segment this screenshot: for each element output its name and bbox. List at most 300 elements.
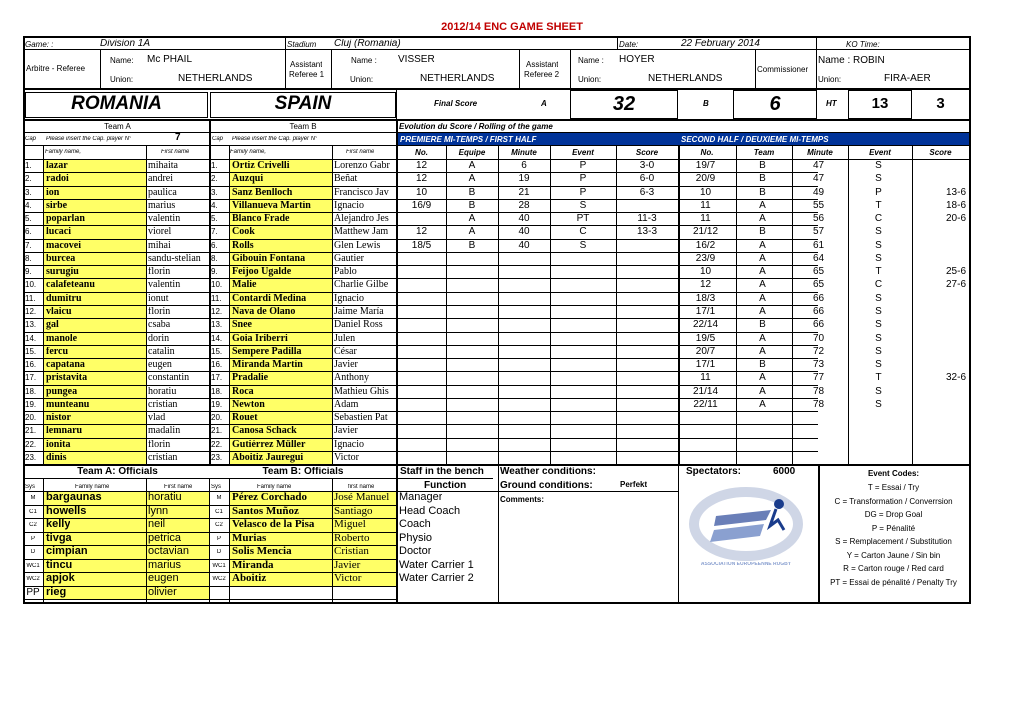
second-half-cell: 20/7 xyxy=(695,346,716,357)
team-b-officials-title: Team B: Officials xyxy=(262,467,344,477)
second-half-cell: 22/11 xyxy=(693,399,718,410)
first-half-cell: P xyxy=(579,161,587,171)
player-first-name-a: constantin xyxy=(148,373,190,384)
official-first-name-b: Miguel xyxy=(334,519,366,530)
second-half-cell: 20-6 xyxy=(945,214,966,225)
player-first-name-b: Sebastien Pat xyxy=(334,413,388,424)
rule xyxy=(23,478,493,479)
second-half-cell: 19/5 xyxy=(695,333,716,344)
event-code-item: S = Remplacement / Substitution xyxy=(835,538,952,546)
second-half-cell: S xyxy=(875,306,882,317)
player-number-a: 17. xyxy=(25,374,37,383)
player-number-b: 7. xyxy=(211,228,218,237)
second-half-cell: 17/1 xyxy=(695,306,716,317)
first-half-cell: 40 xyxy=(518,240,530,251)
player-number-b: 2. xyxy=(211,175,218,184)
first-half-cell: 6-3 xyxy=(639,187,655,198)
official-family-name-b: Murias xyxy=(232,532,267,544)
official-first-name-a: horatiu xyxy=(148,492,182,503)
player-family-name-a: dumitru xyxy=(46,293,82,304)
official-family-name-a: tincu xyxy=(46,559,73,571)
player-first-name-b: Mathieu Ghis xyxy=(334,386,389,397)
player-family-name-a: ionita xyxy=(46,439,71,450)
player-number-b: 20. xyxy=(211,414,223,423)
player-first-name-a: marius xyxy=(148,200,176,211)
player-family-name-a: surugiu xyxy=(46,267,79,278)
player-first-name-b: Alejandro Jes xyxy=(334,214,389,225)
second-half-col-header: No. xyxy=(700,149,714,157)
official-role-a: D xyxy=(30,549,36,555)
second-half-cell: 78 xyxy=(812,386,825,397)
first-name-header-b: First name xyxy=(346,149,375,155)
second-half-cell: A xyxy=(759,253,766,264)
second-half-cell: S xyxy=(875,346,882,357)
commissioner-union-label: Union: xyxy=(818,76,842,84)
rule xyxy=(229,145,230,465)
officials-family-header-b: Family name xyxy=(257,484,292,490)
player-family-name-b: Aboitiz Jauregui xyxy=(232,452,304,463)
player-number-b: 11. xyxy=(211,294,222,303)
official-family-name-a: bargaunas xyxy=(46,492,102,503)
player-family-name-b: Cook xyxy=(232,227,255,238)
cap-prompt-b: Please insert the Cap. player N° xyxy=(232,136,318,142)
second-half-cell: 18-6 xyxy=(945,200,966,211)
player-first-name-a: ionut xyxy=(148,293,169,304)
player-family-name-b: Newton xyxy=(232,399,265,410)
second-half-cell: B xyxy=(759,360,766,371)
player-number-b: 6. xyxy=(211,241,218,250)
second-half-col-header: Event xyxy=(869,149,891,157)
first-half-cell: 11-3 xyxy=(637,214,657,225)
ar1-name: VISSER xyxy=(398,55,435,65)
rule xyxy=(209,119,211,465)
official-first-name-a: marius xyxy=(148,559,182,571)
player-family-name-a: poparlan xyxy=(46,214,85,225)
official-family-name-b: Velasco de la Pisa xyxy=(232,519,315,530)
second-half-cell: 65 xyxy=(812,267,825,278)
player-first-name-a: vlad xyxy=(148,413,166,424)
official-family-name-a: cimpian xyxy=(46,546,88,557)
ar2-label-2: Referee 2 xyxy=(524,71,560,79)
second-half-cell: 56 xyxy=(812,214,825,225)
final-score-label: Final Score xyxy=(434,100,478,108)
second-half-cell: S xyxy=(875,253,882,264)
ar1-label-2: Referee 1 xyxy=(289,71,325,79)
first-half-cell: P xyxy=(579,174,587,185)
player-family-name-a: capatana xyxy=(46,360,85,371)
player-number-a: 8. xyxy=(25,254,32,263)
player-first-name-a: sandu-stelian xyxy=(148,253,201,264)
second-half-cell: 21/12 xyxy=(692,227,719,238)
second-half-cell: 64 xyxy=(812,253,825,264)
referee-union-label: Union: xyxy=(110,76,134,84)
first-half-col-header: Score xyxy=(635,149,659,157)
ht-score-b: 3 xyxy=(936,96,945,111)
player-first-name-a: florin xyxy=(148,267,171,278)
official-function: Manager xyxy=(399,492,443,503)
ar1-union: NETHERLANDS xyxy=(420,74,495,84)
event-code-item: P = Pénalité xyxy=(871,524,916,533)
official-function: Head Coach xyxy=(399,505,461,517)
second-half-cell: 13-6 xyxy=(945,187,966,198)
second-half-cell: 23/9 xyxy=(695,253,716,264)
event-code-item: C = Transformation / Converrsion xyxy=(834,497,953,506)
spectators-count: 6000 xyxy=(773,467,796,477)
player-family-name-a: nistor xyxy=(46,413,71,424)
player-family-name-b: Miranda Martín xyxy=(232,360,303,371)
stadium: Cluj (Romania) xyxy=(334,39,401,49)
referee-name-label: Name: xyxy=(110,57,134,65)
second-half-cell: S xyxy=(875,174,882,185)
second-half-cell: 66 xyxy=(812,293,825,304)
player-first-name-a: valentin xyxy=(148,280,181,291)
player-family-name-a: vlaicu xyxy=(46,306,72,317)
player-family-name-b: Rolls xyxy=(232,240,254,251)
commissioner-label: Commissioner xyxy=(757,66,809,74)
rule xyxy=(146,145,147,465)
player-first-name-b: Charlie Gilbe xyxy=(334,280,389,291)
second-half-cell: S xyxy=(875,293,882,304)
family-name-header-b: Family name, xyxy=(230,149,267,155)
player-number-a: 18. xyxy=(25,387,37,396)
second-half-cell: 11 xyxy=(700,214,711,225)
rule xyxy=(498,491,678,492)
player-number-b: 1. xyxy=(211,162,218,170)
player-number-b: 5. xyxy=(211,215,218,224)
player-family-name-a: radoi xyxy=(46,174,69,185)
fira-aer-logo xyxy=(686,486,806,568)
second-half-cell: T xyxy=(875,373,882,384)
second-half-cell: 70 xyxy=(812,333,825,344)
sheet-title: 2012/14 ENC GAME SHEET xyxy=(441,22,583,33)
first-half-cell: S xyxy=(579,240,587,251)
player-family-name-b: Villanueva Martín xyxy=(232,200,311,211)
second-half-cell: 20/9 xyxy=(695,174,716,185)
event-code-item: Y = Carton Jaune / Sin bin xyxy=(846,551,941,560)
second-half-cell: 18/3 xyxy=(695,293,716,304)
player-family-name-b: Contardi Medina xyxy=(232,293,307,304)
second-half-cell: A xyxy=(759,399,766,410)
event-code-item: T = Essai / Try xyxy=(867,484,920,492)
second-half-cell: A xyxy=(759,293,766,304)
player-family-name-b: Goia Iriberri xyxy=(232,333,288,344)
stadium-label: Stadium xyxy=(287,41,317,49)
second-half-cell: 55 xyxy=(812,200,825,211)
player-first-name-b: Ignacio xyxy=(334,293,364,304)
player-number-b: 10. xyxy=(211,281,223,290)
player-number-b: 13. xyxy=(211,321,223,330)
player-number-b: 15. xyxy=(211,347,223,356)
referee-label: Arbitre - Referee xyxy=(26,65,86,73)
second-half-cell: 66 xyxy=(812,306,825,317)
date: 22 February 2014 xyxy=(681,39,760,49)
evolution-title: Evolution du Score / Rolling of the game xyxy=(399,123,553,131)
rule xyxy=(23,599,398,600)
second-half-cell: S xyxy=(875,161,882,171)
player-number-a: 21. xyxy=(25,427,37,436)
player-family-name-b: Malie xyxy=(232,280,257,291)
second-half-cell: 11 xyxy=(700,200,711,211)
team-a-officials-title: Team A: Officials xyxy=(77,467,158,477)
player-first-name-a: dorin xyxy=(148,333,170,344)
second-half-cell: S xyxy=(875,240,882,251)
player-number-a: 14. xyxy=(25,334,37,343)
score-b: 6 xyxy=(769,94,781,114)
second-half-cell: S xyxy=(875,399,882,410)
player-family-name-b: Snee xyxy=(232,320,252,331)
player-family-name-b: Feijoo Ugalde xyxy=(232,267,292,278)
player-family-name-a: ion xyxy=(46,187,60,198)
player-number-a: 7. xyxy=(25,241,32,250)
player-number-b: 16. xyxy=(211,361,223,370)
player-first-name-b: Gautier xyxy=(334,253,364,264)
official-role-a: C2 xyxy=(29,522,37,528)
second-half-cell: 27-6 xyxy=(945,280,966,291)
first-half-cell: 13-3 xyxy=(636,227,657,238)
second-half-cell: 10 xyxy=(699,187,712,198)
score-a-label: A xyxy=(541,100,547,108)
player-family-name-a: burcea xyxy=(46,253,76,264)
player-number-a: 23. xyxy=(25,453,37,462)
referee-name: Mc PHAIL xyxy=(147,55,193,65)
player-first-name-b: Julen xyxy=(334,333,356,344)
second-half-cell: B xyxy=(759,174,766,185)
player-number-a: 16. xyxy=(25,361,37,370)
player-family-name-a: dinis xyxy=(46,452,67,463)
player-family-name-a: munteanu xyxy=(46,399,90,410)
cap-prompt-a: Please insert the Cap. player N° xyxy=(46,136,132,142)
official-family-name-b: Pérez Corchado xyxy=(232,492,308,503)
first-half-cell: A xyxy=(468,227,476,238)
player-number-a: 11. xyxy=(25,294,36,303)
second-half-cell: B xyxy=(759,320,766,331)
second-half-cell: 73 xyxy=(812,360,825,371)
player-first-name-b: Jaime María xyxy=(334,306,384,317)
second-half-cell: B xyxy=(759,161,766,171)
player-number-b: 23. xyxy=(211,453,223,462)
spectators-label: Spectators: xyxy=(686,467,742,477)
second-half-col-header: Score xyxy=(929,149,952,157)
team-b-label: Team B xyxy=(289,123,317,131)
rule xyxy=(43,478,44,604)
player-family-name-a: pungea xyxy=(46,386,78,397)
first-half-cell: A xyxy=(468,214,476,225)
score-a: 32 xyxy=(612,94,636,114)
player-first-name-b: Javier xyxy=(334,426,358,437)
player-number-b: 17. xyxy=(211,374,223,383)
first-half-col-header: Event xyxy=(572,149,594,157)
rule xyxy=(229,478,230,604)
official-family-name-b: Santos Muñoz xyxy=(232,505,299,517)
player-number-a: 5. xyxy=(25,215,32,224)
ground-conditions-label: Ground conditions: xyxy=(500,481,593,491)
player-family-name-a: manole xyxy=(46,333,78,344)
player-family-name-b: Rouet xyxy=(232,413,258,424)
second-half-cell: 78 xyxy=(812,399,825,410)
player-family-name-a: pristavita xyxy=(46,373,88,384)
player-first-name-a: florin xyxy=(148,439,171,450)
player-number-a: 2. xyxy=(25,175,32,184)
player-number-b: 14. xyxy=(211,334,223,343)
first-half-cell: 12 xyxy=(415,174,428,185)
player-first-name-a: eugen xyxy=(148,360,172,371)
first-half-cell: 21 xyxy=(518,187,530,198)
event-code-item: R = Carton rouge / Red card xyxy=(843,565,944,573)
second-half-cell: A xyxy=(759,280,766,291)
second-half-cell: 72 xyxy=(812,346,825,357)
player-first-name-b: Lorenzo Gabr xyxy=(334,161,390,171)
weather-label: Weather conditions: xyxy=(500,467,596,477)
first-half-cell: 16/9 xyxy=(411,200,432,211)
official-function: Water Carrier 2 xyxy=(399,573,474,584)
player-family-name-a: macovei xyxy=(46,240,81,251)
second-half-cell: A xyxy=(759,346,766,357)
second-half-cell: S xyxy=(875,333,882,344)
official-first-name-b: José Manuel xyxy=(334,492,390,503)
official-role-b: C2 xyxy=(215,522,223,528)
official-role-a: WC2 xyxy=(26,576,40,582)
first-name-header-a: First name xyxy=(161,149,190,155)
second-half-cell: 22/14 xyxy=(692,320,719,331)
player-number-a: 1. xyxy=(25,162,32,170)
player-first-name-b: Ignacio xyxy=(334,200,364,211)
player-family-name-b: Gutiérrez Müller xyxy=(232,439,306,450)
official-first-name-a: eugen xyxy=(148,573,179,584)
comments-label: Comments: xyxy=(500,496,545,504)
first-half-cell: B xyxy=(468,240,476,251)
player-family-name-b: Pradalie xyxy=(232,373,269,384)
ground-conditions-value: Perfekt xyxy=(620,481,648,489)
player-first-name-b: Matthew Jam xyxy=(334,227,389,238)
ar2-name: HOYER xyxy=(619,55,655,65)
player-first-name-a: paulica xyxy=(148,187,177,198)
player-first-name-b: Victor xyxy=(334,452,359,463)
second-half-cell: 19/7 xyxy=(695,161,716,171)
rule xyxy=(23,159,971,160)
cap-label-a: Cap xyxy=(25,136,37,142)
ko-time-label: KO Time: xyxy=(846,41,880,49)
player-first-name-b: César xyxy=(334,346,357,357)
player-family-name-a: sirbe xyxy=(46,200,68,211)
player-number-a: 6. xyxy=(25,228,32,237)
first-half-cell: 40 xyxy=(518,227,530,238)
second-half-cell: 47 xyxy=(812,161,825,171)
official-function: Doctor xyxy=(399,546,432,557)
first-half-col-header: Minute xyxy=(511,149,537,157)
team-a-label: Team A xyxy=(104,123,131,131)
player-number-b: 19. xyxy=(211,400,223,409)
official-first-name-a: neil xyxy=(148,519,166,530)
second-half-cell: 47 xyxy=(812,174,825,185)
player-first-name-b: Pablo xyxy=(334,267,357,278)
official-family-name-a: howells xyxy=(46,505,87,517)
second-half-cell: 49 xyxy=(812,187,825,198)
first-half-cell: B xyxy=(468,200,476,211)
player-first-name-a: viorel xyxy=(148,227,172,238)
player-family-name-b: Nava de Olano xyxy=(232,306,296,317)
second-half-cell: S xyxy=(875,360,882,371)
second-half-cell: T xyxy=(875,200,882,211)
first-half-header: PREMIERE MI-TEMPS / FIRST HALF xyxy=(397,133,678,145)
first-half-cell: B xyxy=(468,187,476,198)
player-family-name-a: lemnaru xyxy=(46,426,83,437)
official-first-name-b: Victor xyxy=(334,573,362,584)
second-half-cell: A xyxy=(759,200,766,211)
second-half-cell: 17/1 xyxy=(695,360,716,371)
second-half-cell: 77 xyxy=(812,373,825,384)
official-role-a: WC1 xyxy=(26,562,40,569)
player-first-name-a: madalin xyxy=(148,426,181,437)
rule xyxy=(332,478,333,604)
player-first-name-b: Adam xyxy=(334,399,359,410)
player-number-a: 12. xyxy=(25,307,37,316)
team-a-name: ROMANIA xyxy=(71,94,162,113)
official-function: Coach xyxy=(399,519,431,530)
player-first-name-b: Javier xyxy=(334,360,358,371)
official-family-name-b: Miranda xyxy=(232,559,274,571)
player-first-name-b: Anthony xyxy=(334,373,369,384)
official-first-name-a: lynn xyxy=(148,505,169,517)
official-role-b: WC1 xyxy=(212,562,226,569)
player-family-name-b: Gibouin Fontana xyxy=(232,253,306,264)
player-number-b: 21. xyxy=(211,427,223,436)
second-half-header: SECOND HALF / DEUXIEME MI-TEMPS xyxy=(678,133,969,145)
score-b-label: B xyxy=(703,100,709,108)
rule xyxy=(43,145,44,465)
second-half-cell: A xyxy=(759,267,766,278)
first-half-cell: 19 xyxy=(518,174,530,185)
player-first-name-a: florin xyxy=(148,306,171,317)
second-half-cell: 25-6 xyxy=(945,267,966,278)
second-half-cell: 57 xyxy=(812,227,825,238)
player-first-name-a: valentin xyxy=(148,214,181,225)
first-half-cell: 6-0 xyxy=(639,174,655,185)
commissioner-name: Name : ROBIN xyxy=(818,56,885,66)
player-family-name-a: fercu xyxy=(46,346,69,357)
ar1-name-label: Name : xyxy=(351,57,377,65)
official-role-b: WC2 xyxy=(212,576,226,582)
player-first-name-b: Beñat xyxy=(334,174,358,185)
ar1-label-1: Assistant xyxy=(290,61,323,69)
cap-label-b: Cap xyxy=(212,136,224,142)
second-half-cell: A xyxy=(759,306,766,317)
event-code-item: PT = Essai de pénalité / Penalty Try xyxy=(830,578,957,587)
player-number-a: 22. xyxy=(25,440,37,449)
rule xyxy=(332,145,333,465)
second-half-cell: 21/14 xyxy=(692,386,719,397)
rule xyxy=(678,464,679,604)
player-first-name-b: Glen Lewis xyxy=(334,240,381,251)
official-first-name-b: Roberto xyxy=(334,532,370,544)
sys-header-b: Sys xyxy=(211,484,222,490)
official-first-name-b: Cristian xyxy=(334,546,369,557)
player-number-a: 10. xyxy=(25,281,37,290)
first-half-cell: S xyxy=(579,200,587,211)
captain-a-number: 7 xyxy=(175,133,181,143)
player-number-a: 20. xyxy=(25,414,37,423)
ar2-union: NETHERLANDS xyxy=(648,74,723,84)
player-family-name-a: calafeteanu xyxy=(46,280,95,291)
second-half-cell: B xyxy=(759,227,766,238)
second-half-col-header: Team xyxy=(753,149,775,157)
player-first-name-a: mihaita xyxy=(148,161,178,171)
player-family-name-b: Sanz Benlloch xyxy=(232,187,293,198)
player-number-a: 15. xyxy=(25,347,37,356)
officials-first-header-a: First name xyxy=(164,484,193,490)
first-half-cell: 28 xyxy=(518,200,530,211)
first-half-cell: A xyxy=(468,174,476,185)
official-family-name-a: apjok xyxy=(46,573,75,584)
